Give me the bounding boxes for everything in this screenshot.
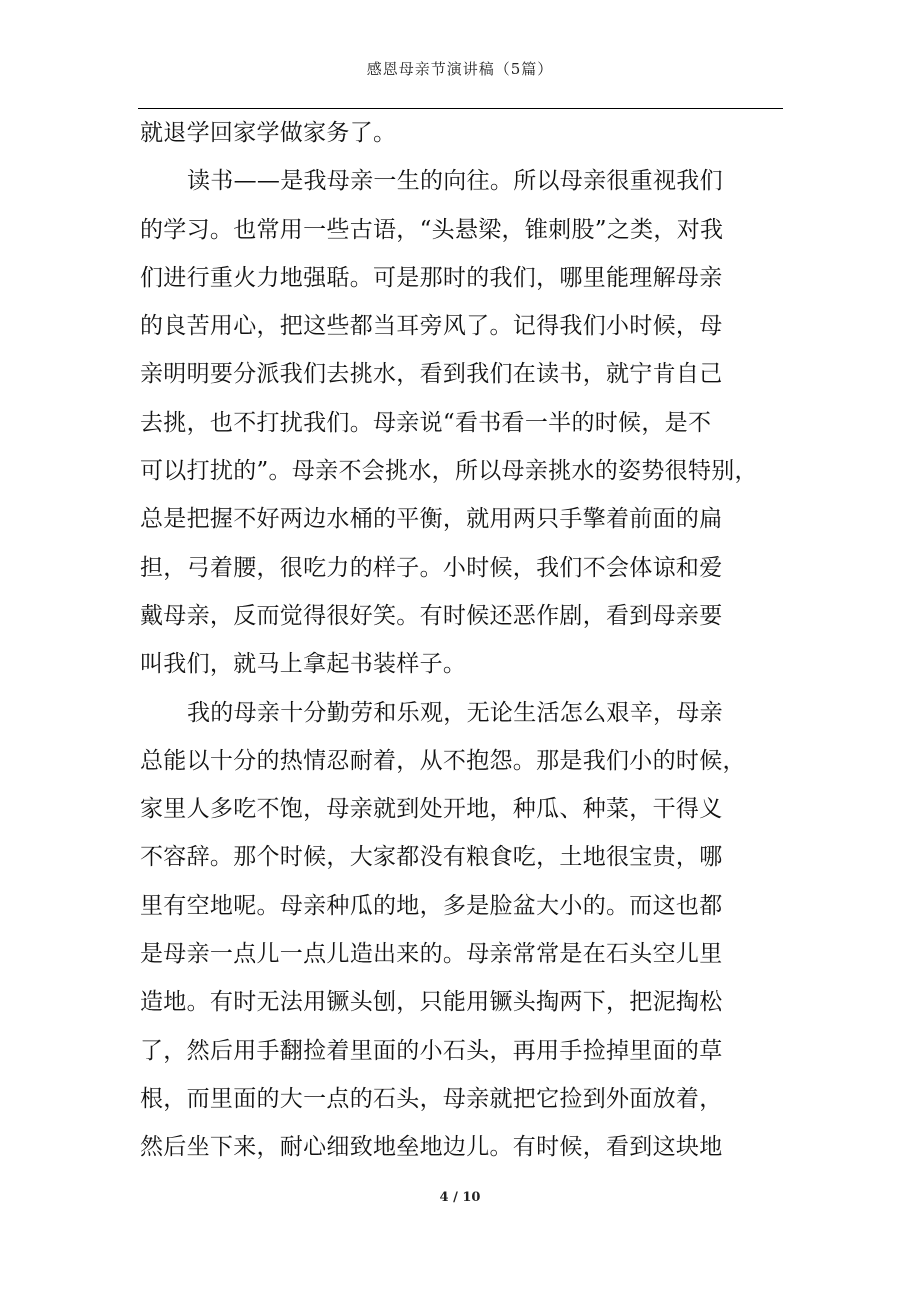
document-body: [140, 109, 790, 1172]
text-line: 可以打扰的”。母亲不会挑水，所以母亲挑水的姿势很特别，: [140, 458, 758, 485]
text-line: 造地。有时无法用镢头刨，只能用镢头掏两下，把泥掏松: [140, 989, 723, 1016]
paragraph-first-line: 读书——是我母亲一生的向往。所以母亲很重视我们: [187, 168, 723, 195]
text-line: 戴母亲，反而觉得很好笑。有时候还恶作剧，看到母亲要: [140, 602, 723, 629]
text-line: 亲明明要分派我们去挑水，看到我们在读书，就宁肯自己: [140, 361, 723, 388]
text-line: 的良苦用心，把这些都当耳旁风了。记得我们小时候，母: [140, 313, 723, 340]
text-line: 去挑，也不打扰我们。母亲说“看书看一半的时候，是不: [140, 409, 712, 436]
text-line: 不容辞。那个时候，大家都没有粮食吃，土地很宝贵，哪: [140, 844, 723, 871]
text-line: 们进行重火力地强聒。可是那时的我们，哪里能理解母亲: [140, 264, 723, 291]
text-line: 家里人多吃不饱，母亲就到处开地，种瓜、种菜，干得义: [140, 796, 723, 823]
text-line: 总能以十分的热情忍耐着，从不抱怨。那是我们小的时候，: [140, 747, 746, 774]
text-line: 的学习。也常用一些古语，“头悬梁，锥刺股”之类，对我: [140, 216, 724, 243]
text-line: 然后坐下来，耐心细致地垒地边儿。有时候，看到这块地: [140, 1134, 723, 1161]
text-line: 是母亲一点儿一点儿造出来的。母亲常常是在石头空儿里: [140, 941, 723, 968]
text-line: 就退学回家学做家务了。: [140, 120, 397, 146]
paragraph-first-line: 我的母亲十分勤劳和乐观，无论生活怎么艰辛，母亲: [187, 699, 723, 726]
text-line: 叫我们，就马上拿起书装样子。: [140, 651, 467, 678]
page-number: 4 / 10: [439, 1190, 481, 1205]
text-line: 了，然后用手翻捡着里面的小石头，再用手捡掉里面的草: [140, 1037, 723, 1064]
text-line: 里有空地呢。母亲种瓜的地，多是脸盆大小的。而这也都: [140, 892, 723, 919]
text-line: 根，而里面的大一点的石头，母亲就把它捡到外面放着，: [140, 1085, 723, 1112]
page-header-title: 感恩母亲节演讲稿（5篇）: [366, 60, 554, 78]
text-line: 总是把握不好两边水桶的平衡，就用两只手擎着前面的扁: [140, 506, 723, 533]
text-line: 担，弓着腰，很吃力的样子。小时候，我们不会体谅和爱: [140, 554, 723, 581]
